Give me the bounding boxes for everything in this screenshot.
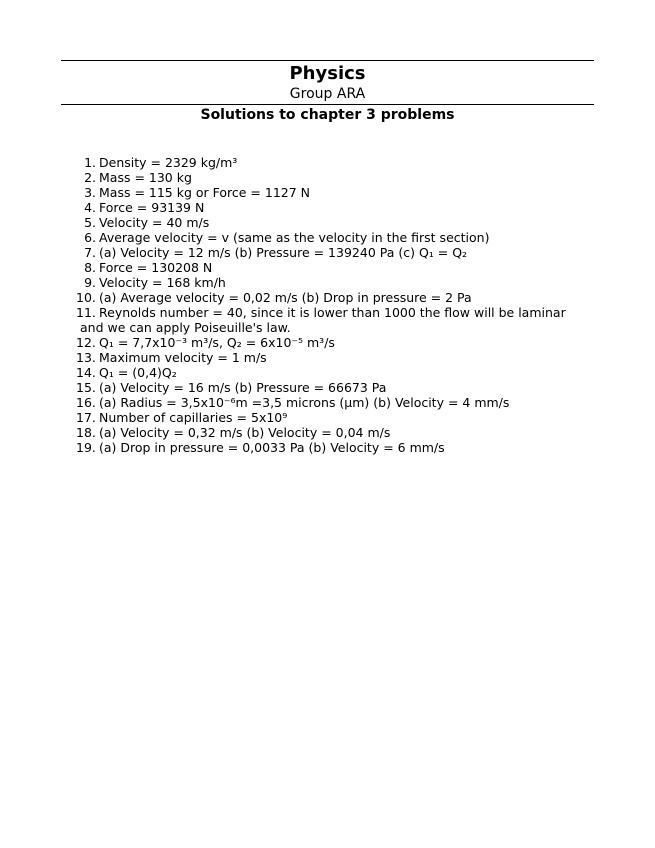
item-number: 3. — [84, 185, 96, 200]
list-item — [76, 230, 596, 245]
list-item — [76, 290, 596, 305]
list-item — [76, 245, 596, 260]
list-item — [76, 170, 596, 185]
list-item — [76, 200, 596, 215]
item-text: Velocity = 168 km/h — [99, 275, 226, 290]
list-item — [76, 425, 596, 440]
list-item — [76, 185, 596, 200]
item-number: 7. — [84, 245, 96, 260]
item-text: (a) Velocity = 16 m/s (b) Pressure = 66673 Pa — [99, 380, 387, 395]
item-number: 18. — [76, 425, 96, 440]
item-number: 6. — [84, 230, 96, 245]
list-item — [76, 335, 596, 350]
list-item — [76, 305, 596, 335]
page-title: Physics — [289, 63, 366, 84]
list-item — [76, 410, 596, 425]
item-text: (a) Velocity = 12 m/s (b) Pressure = 139240 Pa (c) Q₁ = Q₂ — [99, 245, 468, 260]
list-item — [76, 275, 596, 290]
item-number: 1. — [84, 155, 96, 170]
item-number: 12. — [76, 335, 96, 350]
item-number: 14. — [76, 365, 96, 380]
item-text: Q₁ = 7,7x10⁻³ m³/s, Q₂ = 6x10⁻⁵ m³/s — [99, 335, 335, 350]
section-heading: Solutions to chapter 3 problems — [200, 107, 455, 123]
list-item — [76, 260, 596, 275]
item-number: 16. — [76, 395, 96, 410]
header-top-rule — [61, 60, 594, 61]
item-text: (a) Radius = 3,5x10⁻⁶m =3,5 microns (μm) (b) Velocity = 4 mm/s — [99, 395, 510, 410]
item-number: 13. — [76, 350, 96, 365]
item-text: Maximum velocity = 1 m/s — [99, 350, 267, 365]
list-item — [76, 215, 596, 230]
answers-list — [76, 155, 596, 455]
item-number: 19. — [76, 440, 96, 455]
item-text: Force = 93139 N — [99, 200, 205, 215]
list-item — [76, 155, 596, 170]
item-number: 15. — [76, 380, 96, 395]
item-text: (a) Average velocity = 0,02 m/s (b) Drop in pressure = 2 Pa — [99, 290, 472, 305]
item-text: (a) Velocity = 0,32 m/s (b) Velocity = 0,04 m/s — [99, 425, 391, 440]
list-item — [76, 380, 596, 395]
item-number: 2. — [84, 170, 96, 185]
page-subtitle: Group ARA — [289, 86, 366, 102]
item-text: Q₁ = (0,4)Q₂ — [99, 365, 177, 380]
header-bottom-rule — [61, 104, 594, 105]
item-text-continuation: and we can apply Poiseuille's law. — [80, 320, 291, 335]
item-text: Number of capillaries = 5x10⁹ — [99, 410, 288, 425]
item-text: Density = 2329 kg/m³ — [99, 155, 238, 170]
item-text: Mass = 130 kg — [99, 170, 192, 185]
item-number: 8. — [84, 260, 96, 275]
item-number: 4. — [84, 200, 96, 215]
item-text: Velocity = 40 m/s — [99, 215, 210, 230]
item-text: (a) Drop in pressure = 0,0033 Pa (b) Velocity = 6 mm/s — [99, 440, 445, 455]
item-number: 9. — [84, 275, 96, 290]
item-text: Average velocity = v (same as the velocity in the first section) — [99, 230, 490, 245]
list-item — [76, 365, 596, 380]
list-item — [76, 440, 596, 455]
item-number: 5. — [84, 215, 96, 230]
list-item — [76, 350, 596, 365]
item-number: 11. — [76, 305, 96, 320]
item-number: 10. — [76, 290, 96, 305]
item-text: Reynolds number = 40, since it is lower than 1000 the flow will be laminar — [99, 305, 566, 320]
list-item — [76, 395, 596, 410]
item-text: Force = 130208 N — [99, 260, 213, 275]
item-number: 17. — [76, 410, 96, 425]
item-text: Mass = 115 kg or Force = 1127 N — [99, 185, 311, 200]
